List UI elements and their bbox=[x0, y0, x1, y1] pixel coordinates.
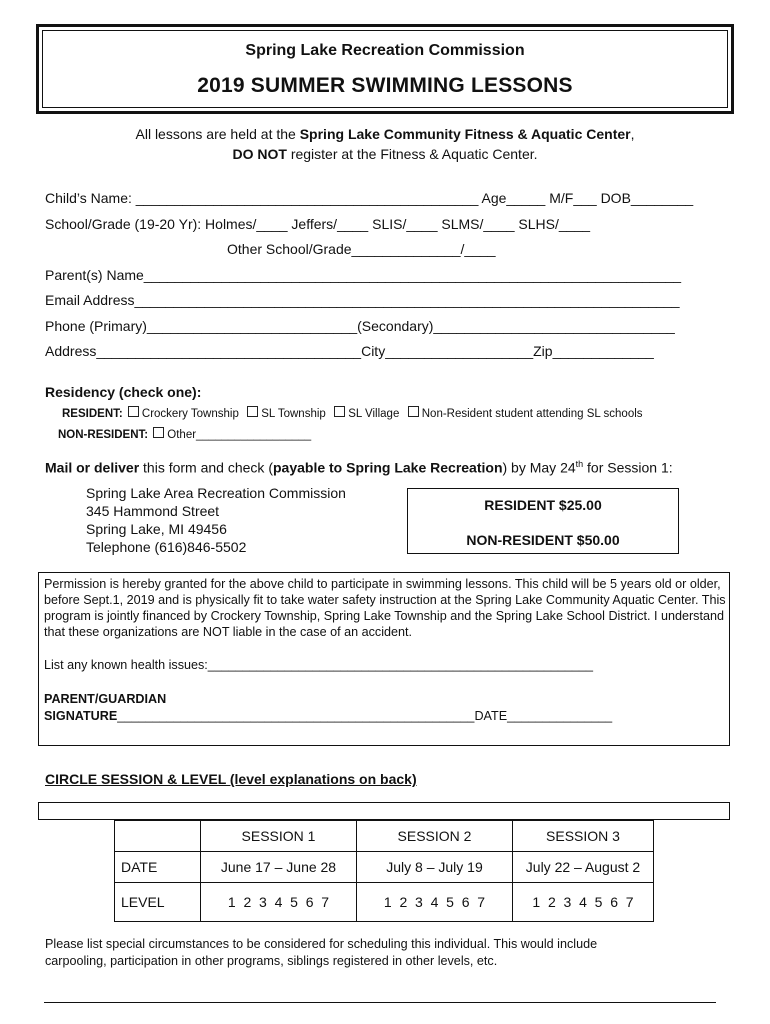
permission-text: Permission is hereby granted for the above child to participate in swimming lessons. This child will be 5 years old or older, before Sept.1, 2019 and is physically fit to take water safety instruction at the Spring Lake Community Aquatic Center. This program is jointly financed by Crockery Township, Spring Lake Township and the Spring Lake School District. I understand that these organizations are NOT liable in the case of an accident. bbox=[44, 577, 726, 639]
fee-resident: RESIDENT $25.00 bbox=[484, 497, 602, 513]
resident-row bbox=[62, 406, 643, 420]
other-checkbox[interactable] bbox=[153, 427, 164, 438]
fee-nonresident: NON-RESIDENT $50.00 bbox=[466, 532, 620, 548]
session-3-levels[interactable]: 1 2 3 4 5 6 7 bbox=[513, 883, 654, 922]
nonresident-student-label: Non-Resident student attending SL schools bbox=[421, 408, 643, 420]
date-row-label: DATE bbox=[115, 852, 201, 883]
school-grade-field[interactable]: School/Grade (19-20 Yr): Holmes/____ Jeffers/____ SLIS/____ SLMS/____ SLHS/____ bbox=[45, 216, 591, 232]
addr-line-2: 345 Hammond Street bbox=[86, 503, 220, 519]
session-3-header: SESSION 3 bbox=[513, 821, 654, 852]
health-issues-field[interactable]: List any known health issues:_______________________________________________________ bbox=[44, 658, 594, 672]
page-title: 2019 SUMMER SWIMMING LESSONS bbox=[197, 74, 573, 97]
notice-text-2: register at the Fitness & Aquatic Center. bbox=[286, 146, 538, 162]
session-2-header: SESSION 2 bbox=[357, 821, 513, 852]
sl-township-label: SL Township bbox=[261, 408, 326, 420]
table-row bbox=[115, 852, 654, 883]
circle-session-heading-text: CIRCLE SESSION & LEVEL (level explanations on back) bbox=[45, 771, 417, 787]
nonresident-student-checkbox[interactable] bbox=[408, 406, 419, 417]
signature-field[interactable] bbox=[44, 709, 612, 723]
sl-village-checkbox[interactable] bbox=[334, 406, 345, 417]
table-row bbox=[115, 821, 654, 852]
permission-box bbox=[38, 572, 730, 746]
parent-name-field[interactable]: Parent(s) Name_____________________________________________________________________ bbox=[45, 267, 682, 283]
crockery-label: Crockery Township bbox=[141, 408, 239, 420]
crockery-checkbox[interactable] bbox=[128, 406, 139, 417]
special-answer-line[interactable] bbox=[44, 1002, 716, 1003]
header-box bbox=[36, 24, 734, 114]
resident-label: RESIDENT: bbox=[62, 408, 123, 420]
mail-instructions bbox=[45, 459, 673, 476]
signature-label-1: PARENT/GUARDIAN bbox=[44, 692, 167, 706]
other-label[interactable]: Other__________________ bbox=[167, 429, 312, 441]
session-1-header: SESSION 1 bbox=[201, 821, 357, 852]
child-name-field[interactable]: Child’s Name: ____________________________________________ Age_____ M/F___ DOB________ bbox=[45, 190, 694, 206]
session-2-date: July 8 – July 19 bbox=[357, 852, 513, 883]
org-name: Spring Lake Recreation Commission bbox=[245, 42, 525, 59]
session-1-levels[interactable]: 1 2 3 4 5 6 7 bbox=[201, 883, 357, 922]
nonresident-row bbox=[58, 427, 311, 441]
session-2-levels[interactable]: 1 2 3 4 5 6 7 bbox=[357, 883, 513, 922]
other-school-field[interactable]: Other School/Grade______________/____ bbox=[227, 241, 496, 257]
addr-line-4: Telephone (616)846-5502 bbox=[86, 539, 247, 555]
notice-venue: Spring Lake Community Fitness & Aquatic Center bbox=[299, 126, 631, 142]
signature-label-2: SIGNATURE bbox=[44, 709, 118, 723]
nonresident-label: NON-RESIDENT: bbox=[58, 429, 149, 441]
addr-line-1: Spring Lake Area Recreation Commission bbox=[86, 485, 346, 501]
mail-payable: payable to Spring Lake Recreation bbox=[272, 459, 503, 476]
circle-session-heading bbox=[45, 771, 417, 787]
residency-heading: Residency (check one): bbox=[45, 384, 202, 400]
table-corner bbox=[115, 821, 201, 852]
phone-field[interactable]: Phone (Primary)___________________________(Secondary)_______________________________ bbox=[45, 318, 675, 334]
address-field[interactable]: Address__________________________________City___________________Zip_____________ bbox=[45, 343, 654, 359]
special-line-2: carpooling, participation in other programs, siblings registered in other levels, etc. bbox=[45, 954, 498, 968]
table-row bbox=[115, 883, 654, 922]
mail-bold: Mail or deliver bbox=[45, 459, 140, 476]
mail-text: this form and check ( bbox=[139, 459, 273, 476]
notice-do-not: DO NOT bbox=[232, 146, 287, 162]
email-field[interactable]: Email Address______________________________________________________________________ bbox=[45, 292, 680, 308]
sl-township-checkbox[interactable] bbox=[247, 406, 258, 417]
notice-line-1 bbox=[0, 126, 770, 142]
session-1-date: June 17 – June 28 bbox=[201, 852, 357, 883]
addr-line-3: Spring Lake, MI 49456 bbox=[86, 521, 227, 537]
signature-line: ___________________________________________________ bbox=[117, 709, 475, 723]
notice-text: All lessons are held at the bbox=[135, 126, 300, 142]
notice-punct: , bbox=[630, 126, 635, 142]
sessions-table bbox=[114, 820, 654, 922]
notice-line-2 bbox=[0, 146, 770, 162]
mail-sup: th bbox=[575, 459, 584, 469]
session-3-date: July 22 – August 2 bbox=[513, 852, 654, 883]
empty-bar bbox=[38, 802, 730, 820]
sl-village-label: SL Village bbox=[348, 408, 400, 420]
special-line-1: Please list special circumstances to be considered for scheduling this individual. This would include bbox=[45, 937, 598, 951]
mail-text-2: ) by May 24 bbox=[502, 459, 576, 476]
mail-text-3: for Session 1: bbox=[583, 459, 673, 476]
level-row-label: LEVEL bbox=[115, 883, 201, 922]
fee-box bbox=[407, 488, 679, 554]
date-field[interactable]: DATE_______________ bbox=[474, 709, 613, 723]
